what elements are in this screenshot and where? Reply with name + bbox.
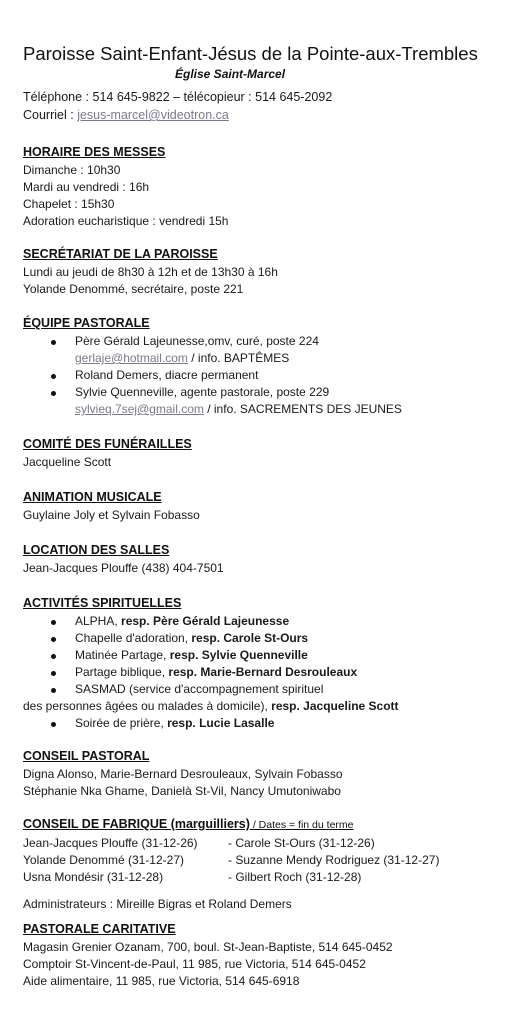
section-fabrique [23,815,493,913]
list-item: Soirée de prière, resp. Lucie Lasalle [23,715,493,732]
mass-line: Adoration eucharistique : vendredi 15h [23,214,229,228]
secretariat-line: Yolande Denommé, secrétaire, poste 221 [23,282,244,296]
email-link[interactable]: sylvieq.7sej@gmail.com [75,402,204,416]
heading-messes: HORAIRE DES MESSES [23,145,166,159]
section-caritative [23,920,493,990]
contact-block [23,88,332,124]
mass-line: Mardi au vendredi : 16h [23,180,150,194]
caritative-line: Magasin Grenier Ozanam, 700, boul. St-Jean-Baptiste, 514 645-0452 [23,940,393,954]
list-item: SASMAD (service d'accompagnement spirituel [23,681,493,698]
fabrique-admins: Administrateurs : Mireille Bigras et Roland Demers [23,897,292,911]
list-item-detail: des personnes âgées ou malades à domicile), resp. Jacqueline Scott [23,699,399,713]
parish-title: Paroisse Saint-Enfant-Jésus de la Pointe-aux-Trembles [23,43,478,64]
section-secretariat [23,245,493,298]
funerailles-line: Jacqueline Scott [23,455,112,469]
church-subtitle: Église Saint-Marcel [175,67,286,81]
email-link[interactable]: gerlaje@hotmail.com [75,351,188,365]
list-item: Sylvie Quenneville, agente pastorale, poste 229 [23,384,493,401]
heading-fabrique: CONSEIL DE FABRIQUE (marguilliers) / Dates = fin du terme [23,817,354,831]
list-item: Roland Demers, diacre permanent [23,367,493,384]
fabrique-note: / Dates = fin du terme [249,819,354,831]
heading-conseil-pastoral: CONSEIL PASTORAL [23,749,150,763]
heading-salles: LOCATION DES SALLES [23,543,170,557]
section-musique [23,488,493,524]
conseil-line: Stéphanie Nka Ghame, Danielà St-Vil, Nancy Umutoniwabo [23,784,341,798]
salles-line: Jean-Jacques Plouffe (438) 404-7501 [23,561,224,575]
heading-musique: ANIMATION MUSICALE [23,490,162,504]
conseil-line: Digna Alonso, Marie-Bernard Desrouleaux, Sylvain Fobasso [23,767,343,781]
heading-caritative: PASTORALE CARITATIVE [23,922,176,936]
mass-line: Chapelet : 15h30 [23,197,115,211]
email-link[interactable]: jesus-marcel@videotron.ca [77,108,229,122]
list-item: Père Gérald Lajeunesse,omv, curé, poste 224 [23,333,493,350]
heading-equipe: ÉQUIPE PASTORALE [23,316,150,330]
fabrique-row: Usna Mondésir (31-12-28) - Gilbert Roch (31-12-28) [23,870,362,884]
mass-line: Dimanche : 10h30 [23,163,121,177]
section-funerailles [23,435,493,471]
list-item-detail: gerlaje@hotmail.com / info. BAPTÊMES [75,351,290,365]
caritative-line: Aide alimentaire, 11 985, rue Victoria, 514 645-6918 [23,974,300,988]
section-conseil-pastoral [23,747,493,800]
musique-line: Guylaine Joly et Sylvain Fobasso [23,508,200,522]
heading-secretariat: SECRÉTARIAT DE LA PAROISSE [23,247,218,261]
fabrique-row: Jean-Jacques Plouffe (31-12-26) - Carole St-Ours (31-12-26) [23,836,375,850]
heading-activites: ACTIVITÉS SPIRITUELLES [23,596,182,610]
list-item: ALPHA, resp. Père Gérald Lajeunesse [23,613,493,630]
section-activites [23,594,493,732]
section-messes [23,143,493,230]
section-salles [23,541,493,577]
phone-line: Téléphone : 514 645-9822 – télécopieur : 514 645-2092 [23,90,333,104]
list-item: Chapelle d'adoration, resp. Carole St-Ours [23,630,493,647]
heading-funerailles: COMITÉ DES FUNÉRAILLES [23,437,192,451]
list-item-detail: sylvieq.7sej@gmail.com / info. SACREMENTS DES JEUNES [75,402,402,416]
fabrique-row: Yolande Denommé (31-12-27) - Suzanne Mendy Rodriguez (31-12-27) [23,853,440,867]
list-item: Partage biblique, resp. Marie-Bernard Desrouleaux [23,664,493,681]
secretariat-line: Lundi au jeudi de 8h30 à 12h et de 13h30 à 16h [23,265,278,279]
section-equipe [23,314,493,418]
caritative-line: Comptoir St-Vincent-de-Paul, 11 985, rue Victoria, 514 645-0452 [23,957,366,971]
email-label: Courriel : [23,108,78,122]
list-item: Matinée Partage, resp. Sylvie Quenneville [23,647,493,664]
email-line [23,106,332,124]
